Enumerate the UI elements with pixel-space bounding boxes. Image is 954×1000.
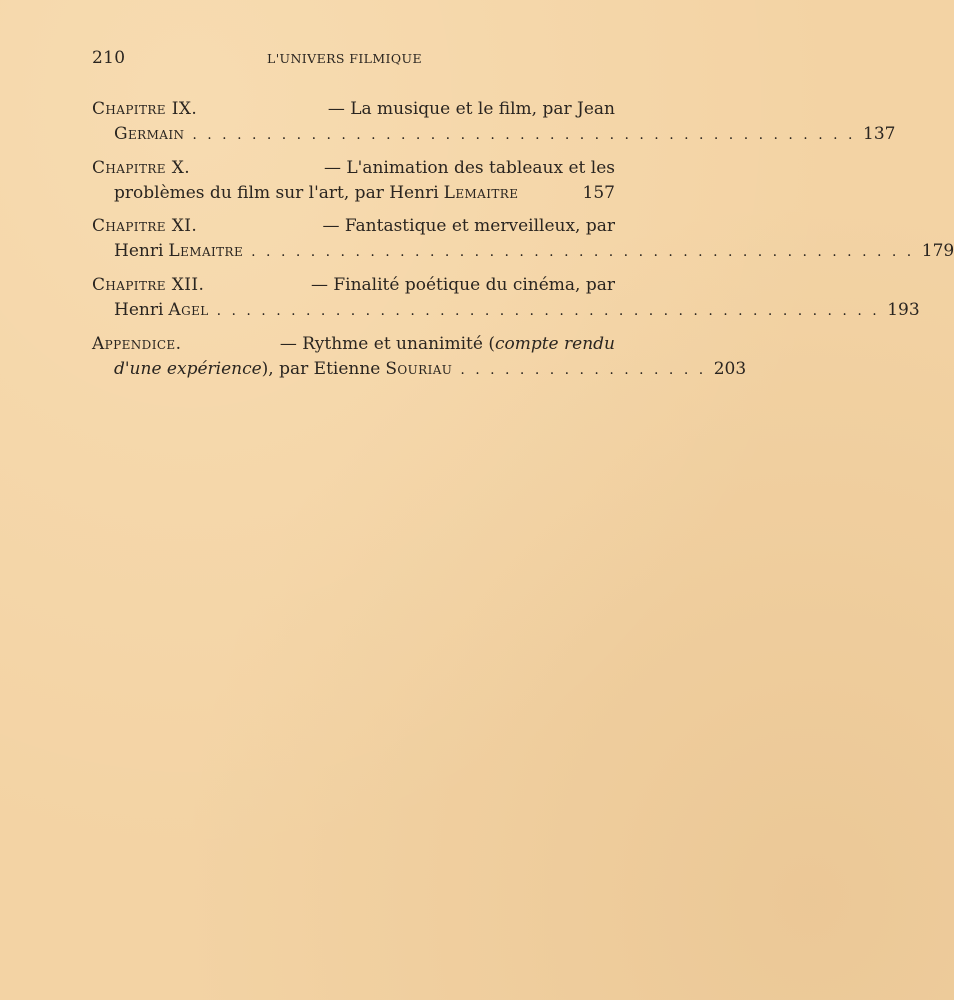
- toc-entry-author: Lemaitre: [443, 183, 519, 203]
- toc-entry-chapter-10: [92, 156, 615, 206]
- toc-leader-dots: . . . . . . . . . . . . . . . . .: [460, 362, 707, 378]
- toc-entry-page: 157: [582, 183, 615, 203]
- toc-entry-title: [280, 332, 615, 357]
- toc-entry-label: Appendice.: [92, 334, 182, 354]
- toc-entry-author: Souriau: [385, 359, 453, 379]
- toc-entry-author-first: Henri: [114, 300, 164, 320]
- toc-entry-title-italic: compte rendu: [494, 334, 615, 354]
- toc-entry-author-first: Henri: [114, 241, 164, 261]
- table-of-contents: [92, 97, 954, 391]
- running-title: L'UNIVERS FILMIQUE: [267, 51, 423, 66]
- toc-entry-page: 193: [887, 300, 920, 320]
- toc-leader-dots: . . . . . . . . . . . . . . . . . . . . . . . . . . . . . . . . . . . . . . . . . . . . .: [216, 303, 880, 319]
- toc-entry-chapter-12: [92, 273, 920, 324]
- toc-entry-appendix: [92, 332, 747, 383]
- toc-entry-page: 179: [921, 241, 954, 261]
- toc-entry-label: Chapitre IX.: [92, 99, 198, 119]
- toc-entry-chapter-9: [92, 97, 896, 148]
- toc-entry-label: Chapitre X.: [92, 158, 191, 178]
- toc-entry-title-continued: problèmes du film sur l'art, par Henri: [114, 183, 439, 203]
- toc-entry-title-continued: ), par Etienne: [261, 359, 381, 379]
- toc-entry-author: Agel: [168, 300, 209, 320]
- toc-entry-title: — L'animation des tableaux et les: [323, 158, 615, 178]
- toc-leader-dots: . . . . . . . . . . . . . . . . . . . . . . . . . . . . . . . . . . . . . . . . . . . . .: [192, 127, 856, 143]
- toc-entry-author: Germain: [114, 124, 185, 144]
- toc-entry-title-text: — Rythme et unanimité (: [279, 334, 495, 354]
- toc-entry-page: 137: [863, 124, 896, 144]
- toc-leader-dots: . . . . . . . . . . . . . . . . . . . . . . . . . . . . . . . . . . . . . . . . . . . . .: [251, 244, 915, 260]
- toc-entry-title-italic-continued: d'une expérience: [114, 359, 262, 379]
- toc-entry-title: — La musique et le film, par Jean: [327, 99, 615, 119]
- toc-entry-label: Chapitre XI.: [92, 216, 198, 236]
- running-head: [92, 48, 615, 72]
- toc-entry-title: — Fantastique et merveilleux, par: [322, 216, 615, 236]
- toc-entry-chapter-11: [92, 214, 954, 265]
- toc-entry-title: — Finalité poétique du cinéma, par: [310, 275, 615, 295]
- toc-entry-author: Lemaitre: [168, 241, 244, 261]
- toc-entry-page: 203: [713, 359, 747, 379]
- toc-entry-label: Chapitre XII.: [92, 275, 205, 295]
- page-number: 210: [92, 48, 126, 68]
